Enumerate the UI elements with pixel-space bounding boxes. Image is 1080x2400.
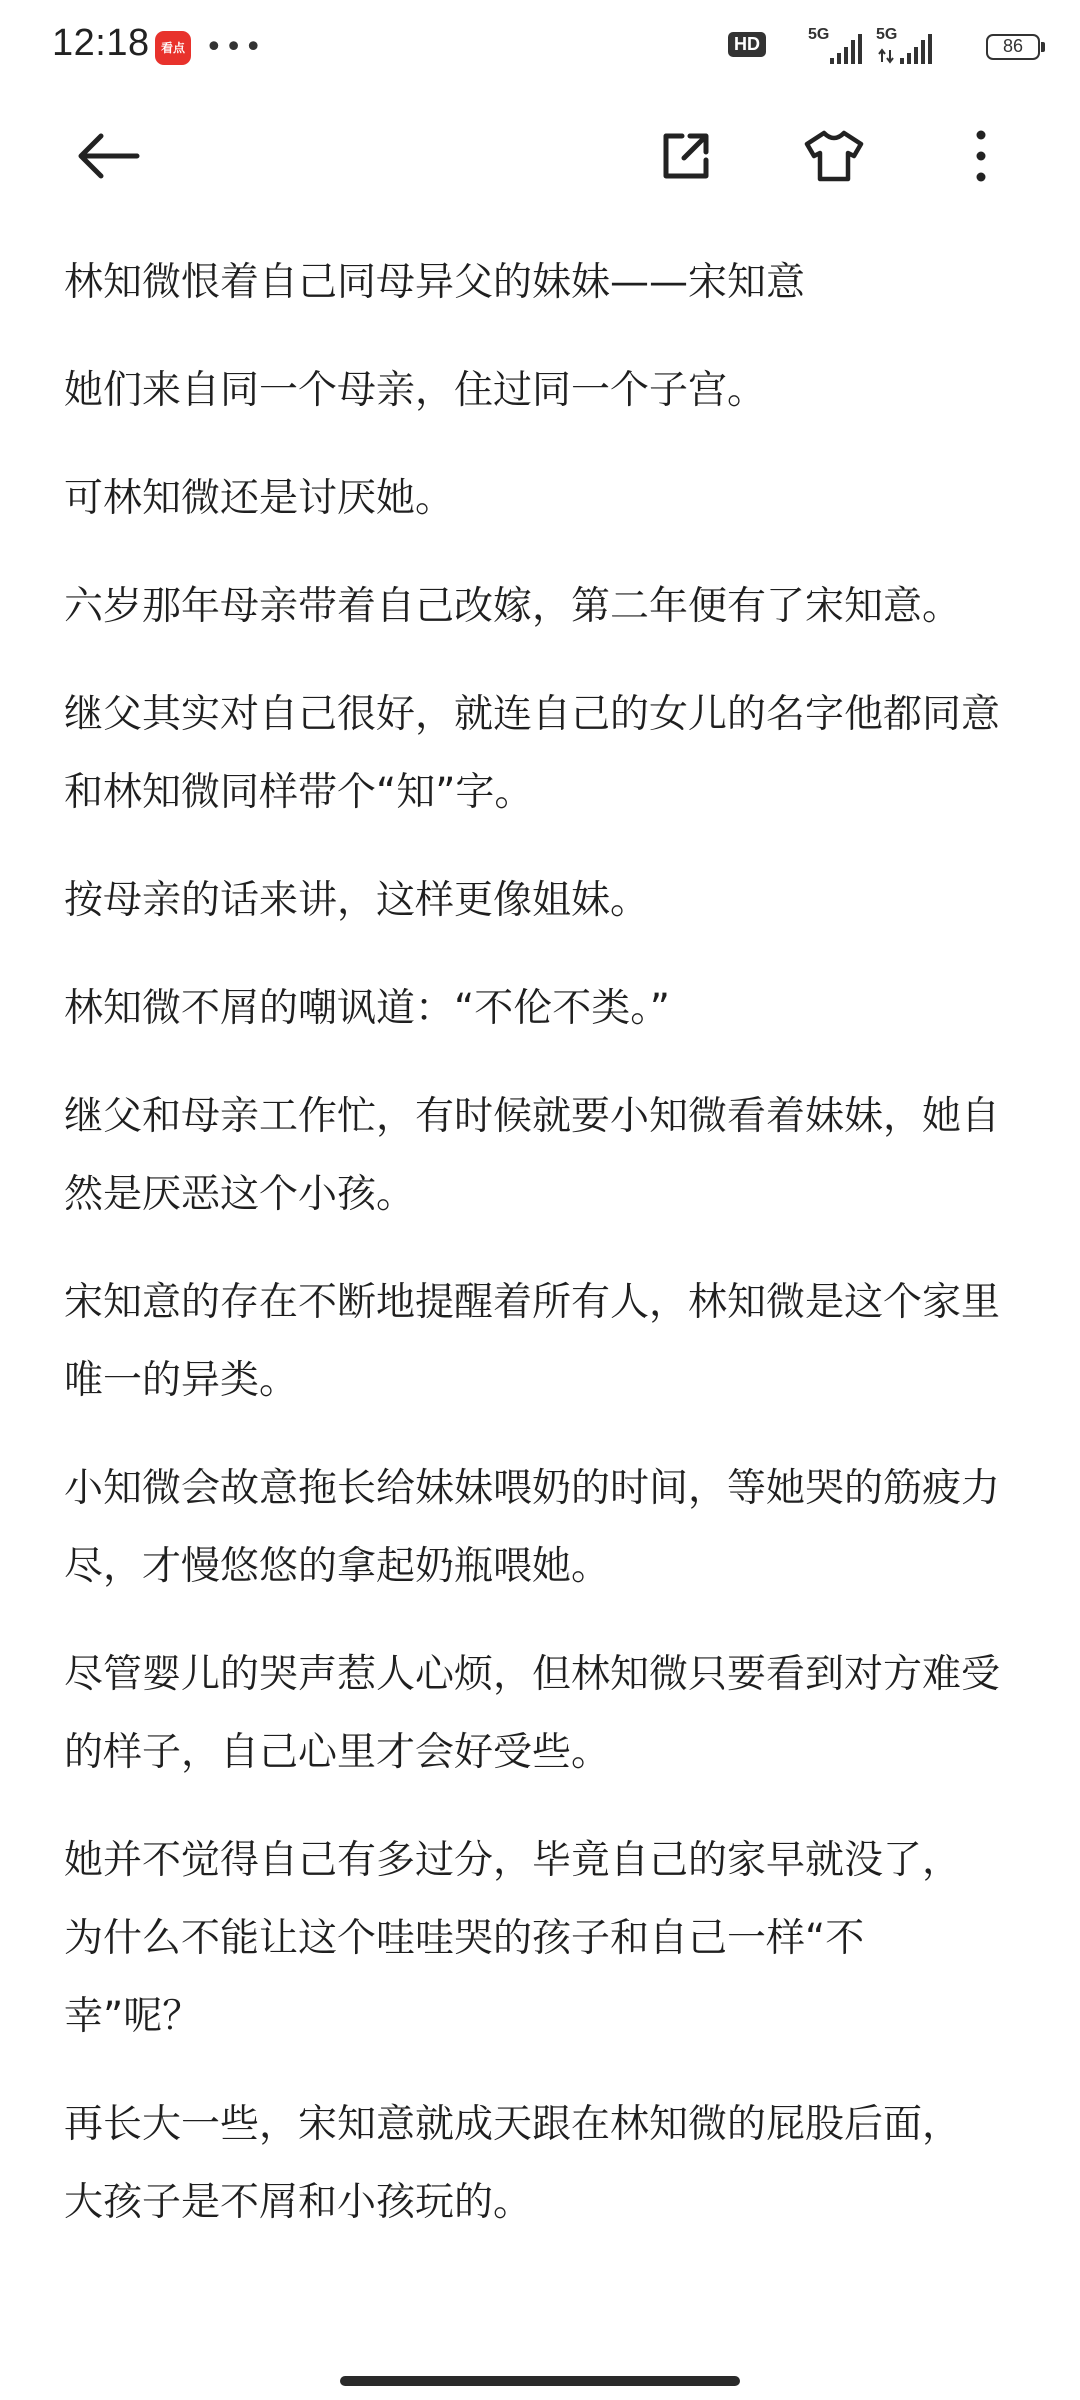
paragraph: 继父其实对自己很好，就连自己的女儿的名字他都同意和林知微同样带个“知”字。 [64, 692, 1001, 815]
vertical-dots-icon [971, 128, 991, 184]
signal-strength-icon: 5G [808, 28, 868, 68]
signal-strength-2-icon: 5G [876, 28, 940, 68]
hd-voice-icon: HD [728, 32, 766, 57]
paragraph: 继父和母亲工作忙，有时候就要小知微看着妹妹，她自然是厌恶这个小孩。 [64, 1094, 1001, 1217]
paragraph: 按母亲的话来讲，这样更像姐妹。 [64, 878, 650, 923]
status-indicators [734, 26, 1040, 68]
paragraph: 她们来自同一个母亲，住过同一个子宫。 [64, 368, 767, 413]
status-time: 12:18 [52, 22, 150, 64]
battery-icon: 86 [986, 34, 1040, 60]
paragraph: 小知微会故意拖长给妹妹喂奶的时间，等她哭的筋疲力尽，才慢悠悠的拿起奶瓶喂她。 [64, 1466, 1001, 1589]
paragraph: 林知微恨着自己同母异父的妹妹——宋知意 [64, 260, 806, 305]
paragraph: 她并不觉得自己有多过分，毕竟自己的家早就没了，为什么不能让这个哇哇哭的孩子和自己一样“不幸”呢？ [64, 1838, 962, 2039]
paragraph: 再长大一些，宋知意就成天跟在林知微的屁股后面，大孩子是不屑和小孩玩的。 [64, 2102, 962, 2225]
more-options-button[interactable] [945, 120, 1017, 192]
paragraph: 可林知微还是讨厌她。 [64, 476, 455, 521]
status-bar [0, 0, 1080, 96]
home-indicator[interactable] [340, 2376, 740, 2386]
back-button[interactable] [72, 120, 144, 192]
arrow-left-icon [75, 131, 141, 181]
paragraph: 宋知意的存在不断地提醒着所有人，林知微是这个家里唯一的异类。 [64, 1280, 1001, 1403]
reader-toolbar [0, 110, 1080, 200]
more-notifications-icon: ••• [205, 30, 265, 65]
paragraph: 尽管婴儿的哭声惹人心烦，但林知微只要看到对方难受的样子，自己心里才会好受些。 [64, 1652, 1001, 1775]
theme-button[interactable] [798, 120, 870, 192]
article-body [64, 244, 1024, 2272]
paragraph: 六岁那年母亲带着自己改嫁，第二年便有了宋知意。 [64, 584, 962, 629]
app-notification-icon: 看点 [155, 31, 191, 65]
shirt-icon [803, 128, 865, 184]
external-share-icon [658, 128, 714, 184]
share-button[interactable] [650, 120, 722, 192]
paragraph: 林知微不屑的嘲讽道：“不伦不类。” [64, 986, 670, 1031]
